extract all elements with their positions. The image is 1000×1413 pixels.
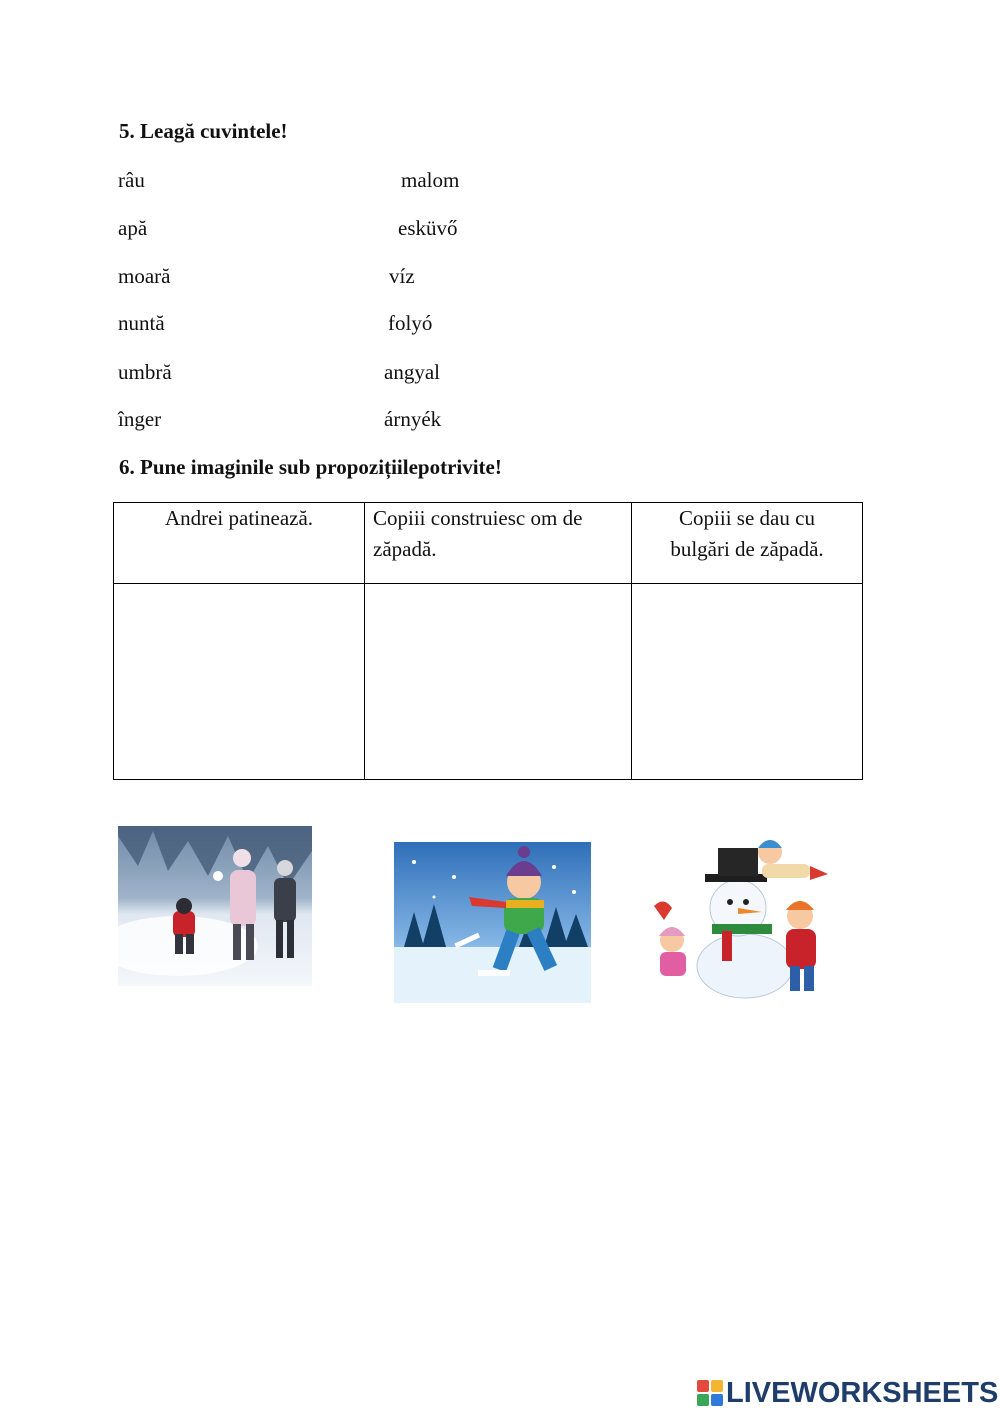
matching-table	[113, 502, 863, 780]
drop-zone-snowballs[interactable]	[632, 584, 863, 780]
left-word[interactable]: nuntă	[118, 311, 165, 335]
column-label-line: Copiii construiesc om de	[373, 506, 583, 530]
right-word[interactable]: víz	[389, 264, 415, 288]
section5-heading: 5. Leagă cuvintele!	[119, 119, 288, 143]
drop-zone-skating[interactable]	[114, 584, 365, 780]
drop-zone-row	[114, 584, 863, 780]
column-label-snowman	[365, 503, 632, 584]
table-header-row	[114, 503, 863, 584]
liveworksheets-logo-icon	[697, 1380, 723, 1406]
snowman-illustration	[650, 836, 850, 1001]
column-label-line: Copiii se dau cu	[679, 506, 815, 530]
snowman-image[interactable]	[650, 836, 850, 1001]
left-word[interactable]: apă	[118, 216, 148, 240]
column-label-line: bulgări de zăpadă.	[670, 537, 824, 561]
snowball-fight-illustration	[118, 826, 312, 986]
column-label-snowballs	[632, 503, 863, 584]
left-word[interactable]: umbră	[118, 360, 172, 384]
drop-zone-snowman[interactable]	[365, 584, 632, 780]
left-word[interactable]: moară	[118, 264, 171, 288]
right-word[interactable]: árnyék	[384, 407, 442, 431]
right-word[interactable]: malom	[401, 168, 460, 192]
column-label-skating	[114, 503, 365, 584]
ice-skating-illustration	[394, 842, 591, 1003]
left-word[interactable]: râu	[118, 168, 145, 192]
brand-name: LIVEWORKSHEETS	[726, 1376, 999, 1409]
right-word[interactable]: angyal	[384, 360, 440, 384]
right-word[interactable]: esküvő	[398, 216, 458, 240]
snowball-fight-image[interactable]	[118, 826, 312, 986]
liveworksheets-logo	[697, 1376, 998, 1410]
section6-heading: 6. Pune imaginile sub propozițiilepotrivite!	[119, 455, 502, 479]
column-label-line: zăpadă.	[373, 537, 437, 561]
ice-skating-image[interactable]	[394, 842, 591, 1003]
column-label-line: Andrei patinează.	[164, 506, 314, 530]
right-word[interactable]: folyó	[388, 311, 433, 335]
left-word[interactable]: înger	[118, 407, 162, 431]
